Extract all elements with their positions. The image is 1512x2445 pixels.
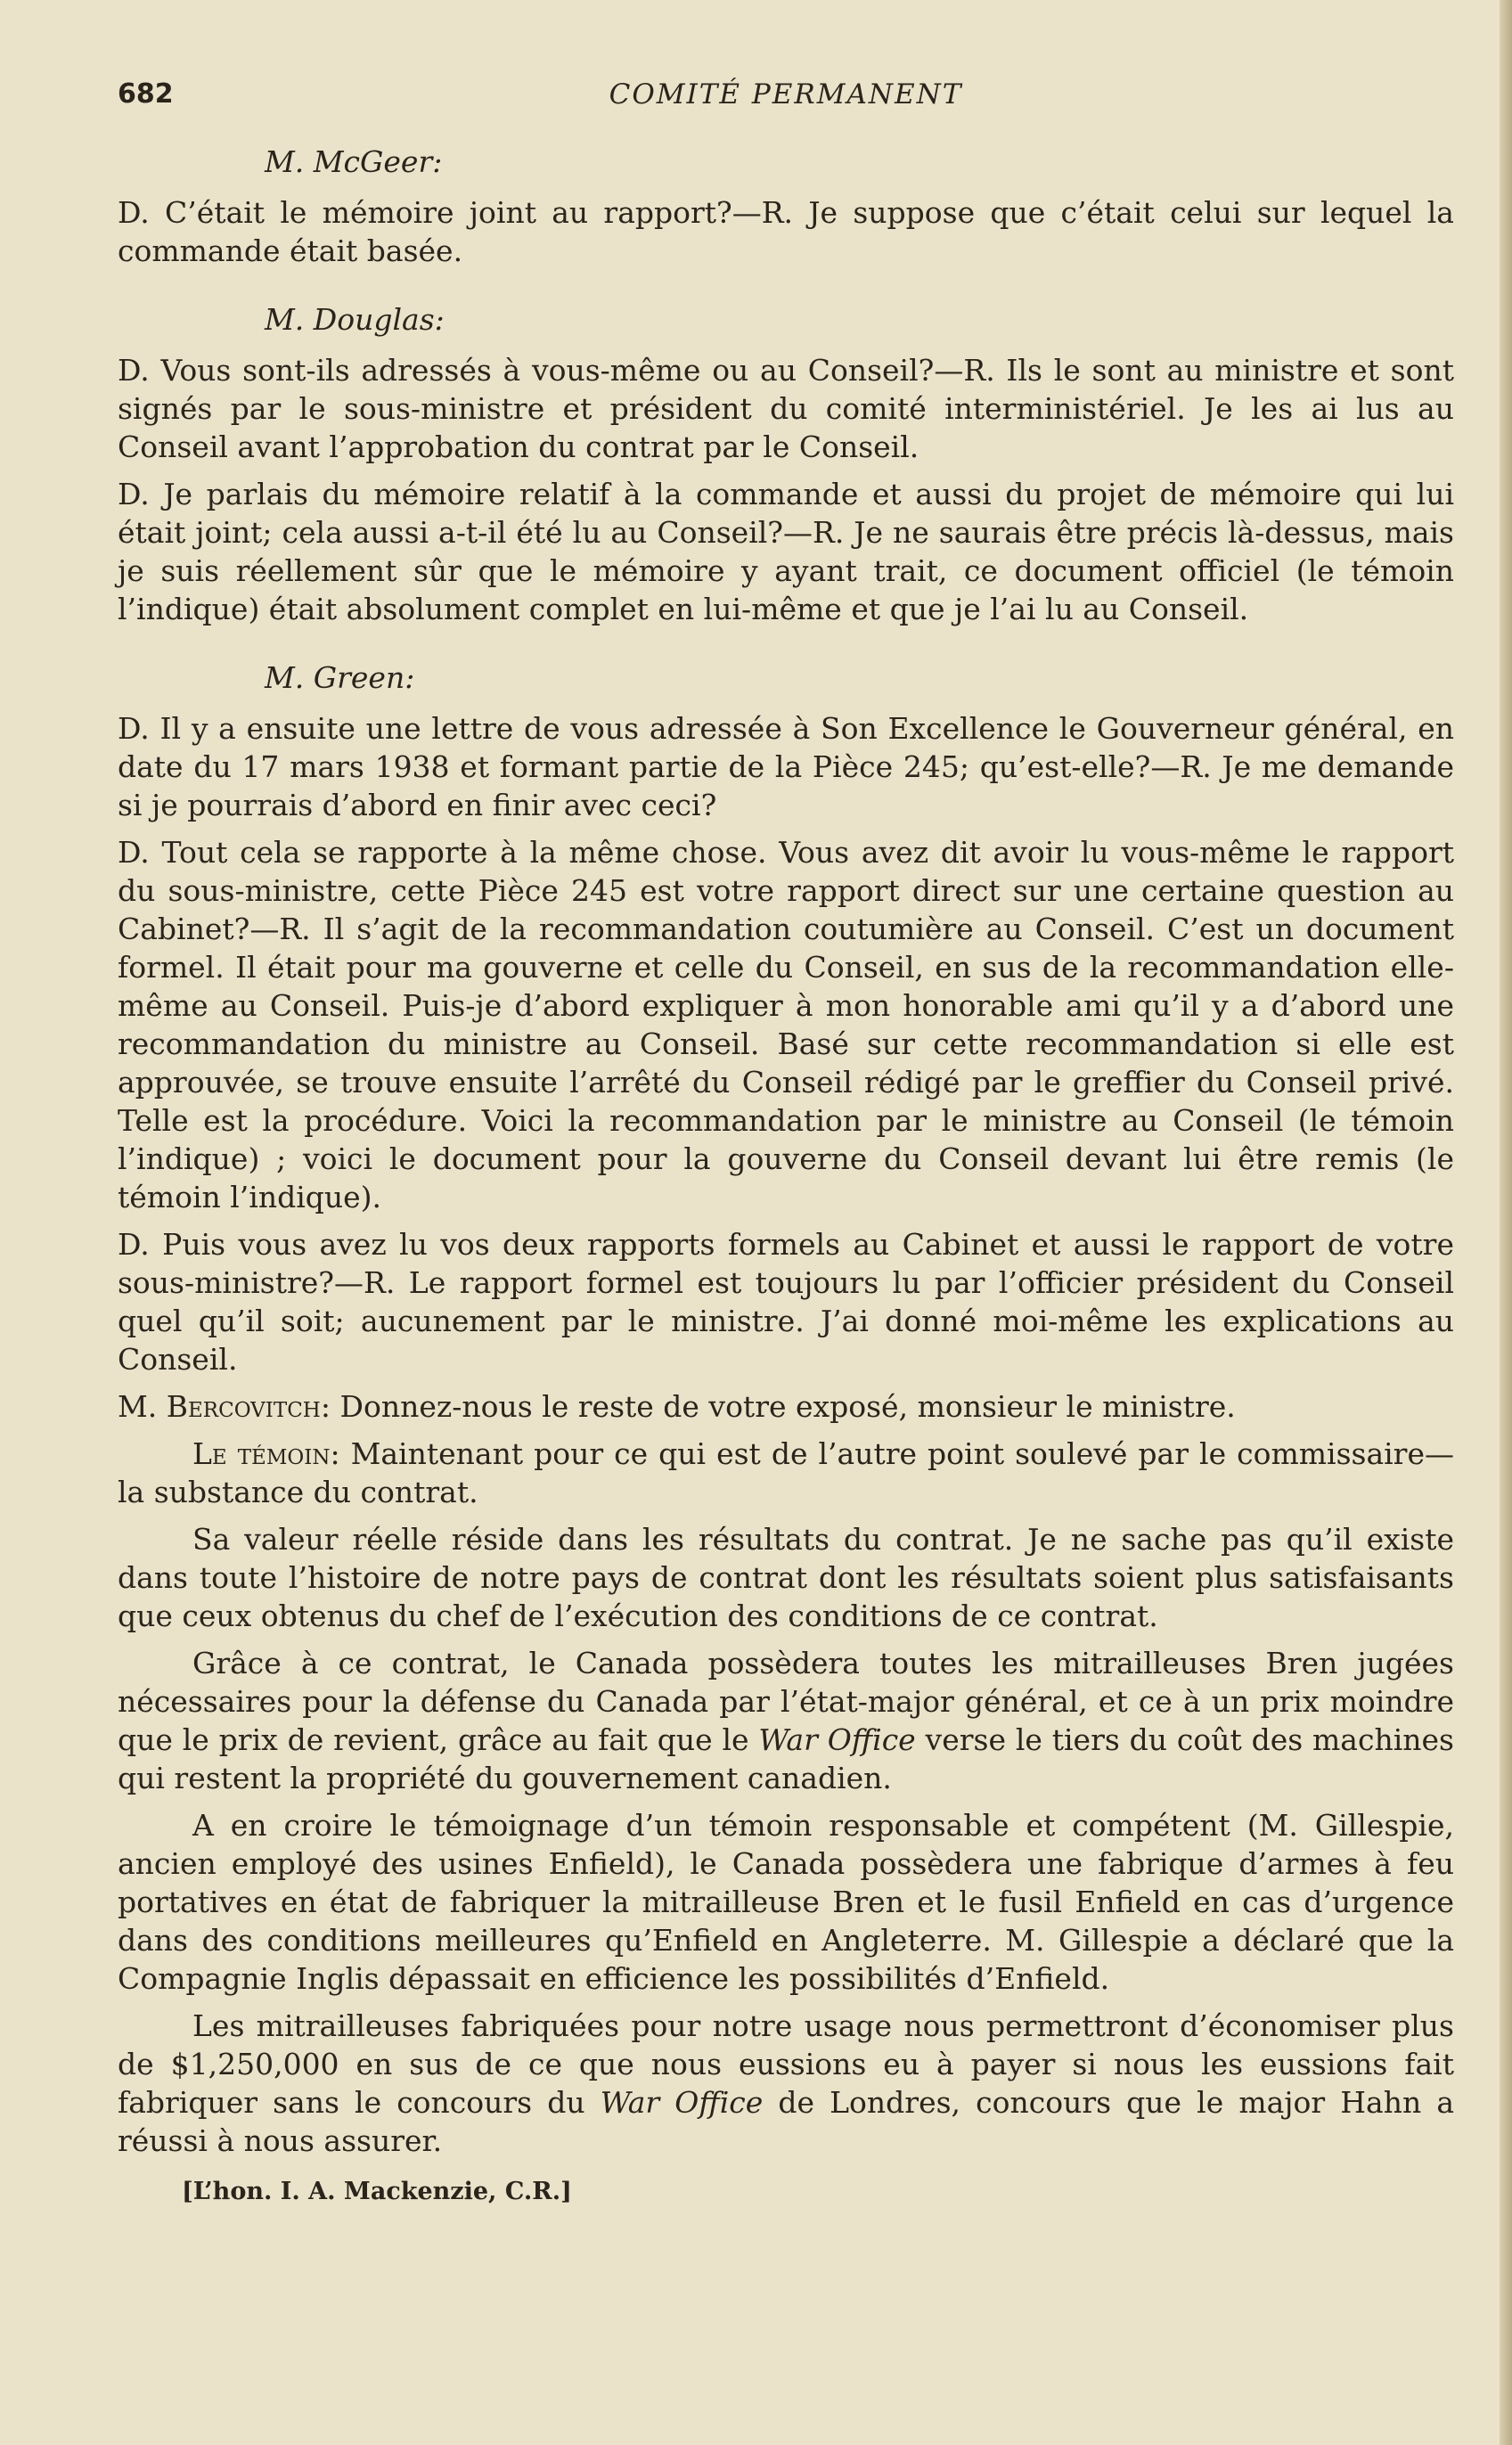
paragraph: Sa valeur réelle réside dans les résultats du contrat. Je ne sache pas qu’il existe dans toute l’histoire de notre pays de contrat dont les résultats soient plus satisfaisants que ceux obtenus du chef de l’exécution des conditions de ce contrat. bbox=[118, 1522, 1454, 1633]
speaker-heading: M. McGeer: bbox=[265, 144, 443, 179]
paragraph: D. C’était le mémoire joint au rapport?—R. Je suppose que c’était celui sur lequel la commande était basée. bbox=[118, 195, 1454, 268]
paragraph: D. Vous sont-ils adressés à vous-même ou au Conseil?—R. Ils le sont au ministre et sont signés par le sous-ministre et président du comité interministériel. Je les ai lus au Conseil avant l’approbation du contrat par le Conseil. bbox=[118, 353, 1454, 464]
paragraph bbox=[118, 1644, 1454, 1797]
paragraph: A en croire le témoignage d’un témoin responsable et compétent (M. Gillespie, ancien employé des usines Enfield), le Canada possèdera une fabrique d’armes à feu portatives en état de fabriquer la mitrailleuse Bren et le fusil Enfield en cas d’urgence dans des conditions meilleures qu’Enfield en Angleterre. M. Gillespie a déclaré que la Compagnie Inglis dépassait en efficience les possibilités d’Enfield. bbox=[118, 1808, 1454, 1996]
running-head: COMITÉ PERMANENT bbox=[609, 78, 963, 110]
speaker-footer: [L’hon. I. A. Mackenzie, C.R.] bbox=[182, 2178, 572, 2205]
page-edge bbox=[1500, 0, 1512, 2445]
paragraph: D. Il y a ensuite une lettre de vous adressée à Son Excellence le Gouverneur général, en date du 17 mars 1938 et formant partie de la Pièce 245; qu’est-elle?—R. Je me demande si je pourrais d’abord en finir avec ceci? bbox=[118, 711, 1454, 822]
paragraph bbox=[118, 2007, 1454, 2160]
speaker-heading: M. Green: bbox=[265, 660, 415, 695]
paragraph-text: de Londres, concours que le major Hahn a réussi à nous assurer. bbox=[118, 2085, 1454, 2158]
emphasis: War Office bbox=[758, 1722, 916, 1757]
emphasis: War Office bbox=[600, 2085, 764, 2120]
paragraph: D. Puis vous avez lu vos deux rapports formels au Cabinet et aussi le rapport de votre sous-ministre?—R. Le rapport formel est toujours lu par l’officier président du Conseil quel qu’il soit; aucunement par le ministre. J’ai donné moi-même les explications au Conseil. bbox=[118, 1227, 1454, 1377]
speaker-name: Le témoin: bbox=[192, 1436, 340, 1471]
paragraph-text: verse le tiers du coût des machines qui restent la propriété du gouvernement canadien. bbox=[118, 1722, 1454, 1795]
paragraph-text: Donnez-nous le reste de votre exposé, monsieur le ministre. bbox=[331, 1389, 1236, 1424]
paragraph bbox=[118, 1435, 1454, 1511]
page-header bbox=[118, 78, 1454, 123]
page-body bbox=[118, 143, 1454, 2211]
speaker-heading: M. Douglas: bbox=[265, 302, 445, 337]
paragraph bbox=[118, 1387, 1454, 1426]
paragraph-text: Les mitrailleuses fabriquées pour notre usage nous permettront d’économiser plus de $1,250,000 en sus de ce que nous eussions eu à payer si nous les eussions fait fabriquer sans le concours du bbox=[118, 2008, 1454, 2120]
paragraph-text: Maintenant pour ce qui est de l’autre point soulevé par le commissaire—la substance du contrat. bbox=[118, 1436, 1454, 1509]
page-number: 682 bbox=[118, 78, 174, 110]
paragraph: D. Tout cela se rapporte à la même chose. Vous avez dit avoir lu vous-même le rapport du sous-ministre, cette Pièce 245 est votre rapport direct sur une certaine question au Cabinet?—R. Il s’agit de la recommandation coutumière au Conseil. C’est un document formel. Il était pour ma gouverne et celle du Conseil, en sus de la recommandation elle-même au Conseil. Puis-je d’abord expliquer à mon honorable ami qu’il y a d’abord une recommandation du ministre au Conseil. Basé sur cette recommandation si elle est approuvée, se trouve ensuite l’arrêté du Conseil rédigé par le greffier du Conseil privé. Telle est la procédure. Voici la recommandation par le ministre au Conseil (le témoin l’indique) ; voici le document pour la gouverne du Conseil devant lui être remis (le témoin l’indique). bbox=[118, 835, 1454, 1214]
paragraph-text: Grâce à ce contrat, le Canada possèdera toutes les mitrailleuses Bren jugées nécessaires pour la défense du Canada par l’état-major général, et ce à un prix moindre que le prix de revient, grâce au fait que le bbox=[118, 1646, 1454, 1757]
speaker-name: M. Bercovitch: bbox=[118, 1389, 331, 1424]
paragraph: D. Je parlais du mémoire relatif à la commande et aussi du projet de mémoire qui lui était joint; cela aussi a-t-il été lu au Conseil?—R. Je ne saurais être précis là-dessus, mais je suis réellement sûr que le mémoire y ayant trait, ce document officiel (le témoin l’indique) était absolument complet en lui-même et que je l’ai lu au Conseil. bbox=[118, 477, 1454, 626]
